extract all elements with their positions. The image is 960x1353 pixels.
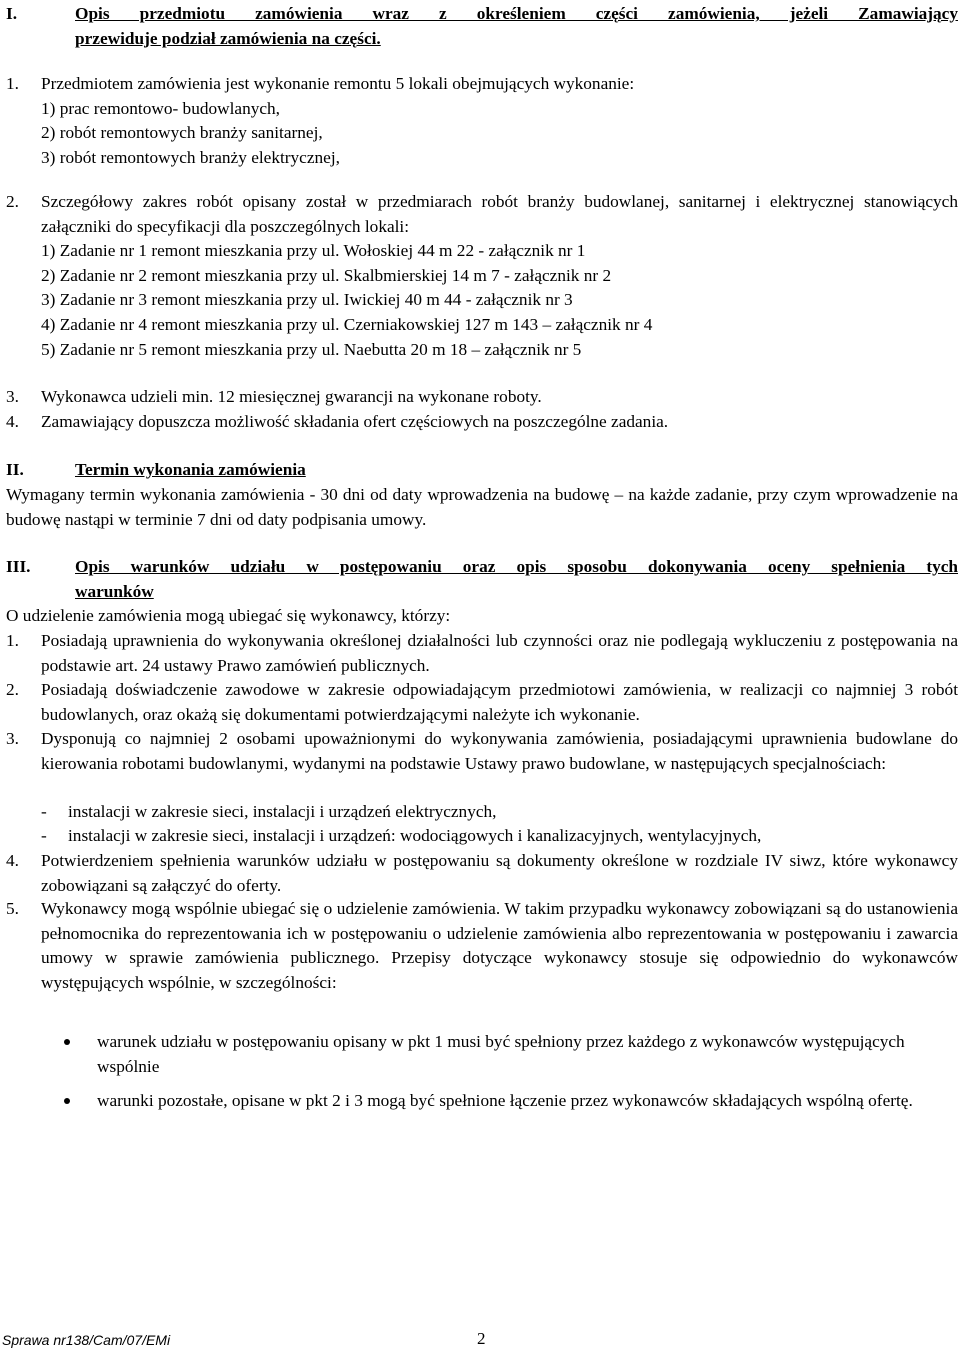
list-item: 3) Zadanie nr 3 remont mieszkania przy ul. Iwickiej 40 m 44 - załącznik nr 3	[41, 290, 573, 310]
bullet-marker	[64, 1098, 70, 1104]
section-2-text: Wymagany termin wykonania zamówienia - 30 dni od daty wprowadzenia na budowę – na każde zadanie, przy czym wprowadzenie na budowę nastąpi w terminie 7 dni od daty podpisania umowy.	[6, 485, 958, 529]
point-number: 1.	[6, 74, 19, 93]
list-item: 1) Zadanie nr 1 remont mieszkania przy ul. Wołoskiej 44 m 22 - załącznik nr 1	[41, 241, 586, 261]
footer-page-number: 2	[477, 1329, 486, 1348]
point-number: 2.	[6, 680, 19, 699]
point-number: 4.	[6, 412, 19, 431]
section-1-point-4	[6, 410, 958, 435]
section-1-point-3	[6, 385, 958, 410]
bullet-marker	[64, 1039, 70, 1045]
bullet-item	[6, 1089, 958, 1114]
dash-marker: -	[41, 802, 47, 821]
point-text: Potwierdzeniem spełnienia warunków udziału w postępowaniu są dokumenty określone w rozdziale IV siwz, które wykonawcy zobowiązani są załączyć do oferty.	[41, 851, 958, 895]
bullet-text: warunek udziału w postępowaniu opisany w pkt 1 musi być spełniony przez każdego z wykonawców występujących wspólnie	[97, 1032, 905, 1076]
section-3-point-2	[6, 678, 958, 727]
dash-item	[6, 800, 958, 825]
section-3-point-5	[6, 897, 958, 995]
point-text: Przedmiotem zamówienia jest wykonanie remontu 5 lokali obejmujących wykonanie:	[41, 74, 635, 93]
dash-marker: -	[41, 826, 47, 845]
point-number: 5.	[6, 899, 19, 918]
section-2-title: Termin wykonania zamówienia	[75, 460, 306, 479]
section-1-number: I.	[6, 4, 18, 23]
dash-item	[6, 824, 958, 849]
section-2-heading	[6, 458, 958, 483]
dash-item-text: instalacji w zakresie sieci, instalacji i urządzeń: wodociągowych i kanalizacyjnych, wentylacyjnych,	[68, 826, 762, 845]
point-text: Posiadają doświadczenie zawodowe w zakresie odpowiadającym przedmiotowi zamówienia, w realizacji co najmniej 3 robót budowlanych, oraz okażą się dokumentami potwierdzającymi należyte ich wykonanie.	[41, 680, 958, 724]
point-number: 3.	[6, 729, 19, 748]
list-item: 1) prac remontowo- budowlanych,	[41, 98, 280, 118]
point-text: Wykonawcy mogą wspólnie ubiegać się o udzielenie zamówienia. W takim przypadku wykonawcy zobowiązani są do ustanowienia pełnomocnika do reprezentowania ich w postępowaniu o udzielenie zamówienia albo reprezentowania w postępowaniu i zawarcia umowy w sprawie zamówienia publicznego. Przepisy dotyczące wykonawcy stosuje się odpowiednio do wykonawców występujących wspólnie, w szczególności:	[41, 899, 958, 992]
section-3-point-1	[6, 629, 958, 678]
point-number: 4.	[6, 851, 19, 870]
section-3-point-3	[6, 727, 958, 776]
point-text: Wykonawca udzieli min. 12 miesięcznej gwarancji na wykonane roboty.	[41, 387, 542, 406]
section-1-heading	[6, 2, 958, 51]
point-number: 1.	[6, 631, 19, 650]
list-item: 4) Zadanie nr 4 remont mieszkania przy ul. Czerniakowskiej 127 m 143 – załącznik nr 4	[41, 314, 653, 334]
dash-item-text: instalacji w zakresie sieci, instalacji i urządzeń elektrycznych,	[68, 802, 497, 821]
point-number: 3.	[6, 387, 19, 406]
section-3-title-line-2: warunków	[75, 581, 154, 601]
section-1-point-1	[6, 72, 958, 170]
section-3-number: III.	[6, 557, 31, 576]
section-3-intro: O udzielenie zamówienia mogą ubiegać się wykonawcy, którzy:	[6, 606, 451, 625]
section-3-heading	[6, 555, 958, 604]
section-3-title-line-1: Opis warunków udziału w postępowaniu oraz opis sposobu dokonywania oceny spełnienia tych	[75, 557, 958, 576]
section-1-title-line-1: Opis przedmiotu zamówienia wraz z określeniem części zamówienia, jeżeli Zamawiający	[75, 4, 958, 23]
list-item: 5) Zadanie nr 5 remont mieszkania przy ul. Naebutta 20 m 18 – załącznik nr 5	[41, 339, 582, 359]
section-2-number: II.	[6, 460, 24, 479]
footer-doc-id: Sprawa nr138/Cam/07/EMi	[2, 1332, 171, 1348]
point-text: Zamawiający dopuszcza możliwość składania ofert częściowych na poszczególne zadania.	[41, 412, 669, 431]
list-item: 3) robót remontowych branży elektrycznej,	[41, 147, 340, 167]
section-1-point-2	[6, 190, 958, 362]
section-3-point-4	[6, 849, 958, 898]
bullet-item	[6, 1030, 958, 1079]
bullet-text: warunki pozostałe, opisane w pkt 2 i 3 mogą być spełnione łączenie przez wykonawców składających wspólną ofertę.	[97, 1091, 913, 1110]
list-item: 2) robót remontowych branży sanitarnej,	[41, 123, 323, 143]
point-text: Dysponują co najmniej 2 osobami upoważnionymi do wykonywania zamówienia, posiadającymi uprawnienia budowlane do kierowania robotami budowlanymi, wydanymi na podstawie Ustawy prawo budowlane, w następujących specjalnościach:	[41, 729, 958, 773]
list-item: 2) Zadanie nr 2 remont mieszkania przy ul. Skalbmierskiej 14 m 7 - załącznik nr 2	[41, 265, 612, 285]
point-number: 2.	[6, 192, 19, 211]
section-1-title-line-2: przewiduje podział zamówienia na części.	[75, 28, 381, 48]
point-text: Szczegółowy zakres robót opisany został w przedmiarach robót branży budowlanej, sanitarnej i elektrycznej stanowiących załączniki do specyfikacji dla poszczególnych lokali:	[41, 192, 958, 236]
point-text: Posiadają uprawnienia do wykonywania określonej działalności lub czynności oraz nie podlegają wykluczeniu z postępowania na podstawie art. 24 ustawy Prawo zamówień publicznych.	[41, 631, 958, 675]
